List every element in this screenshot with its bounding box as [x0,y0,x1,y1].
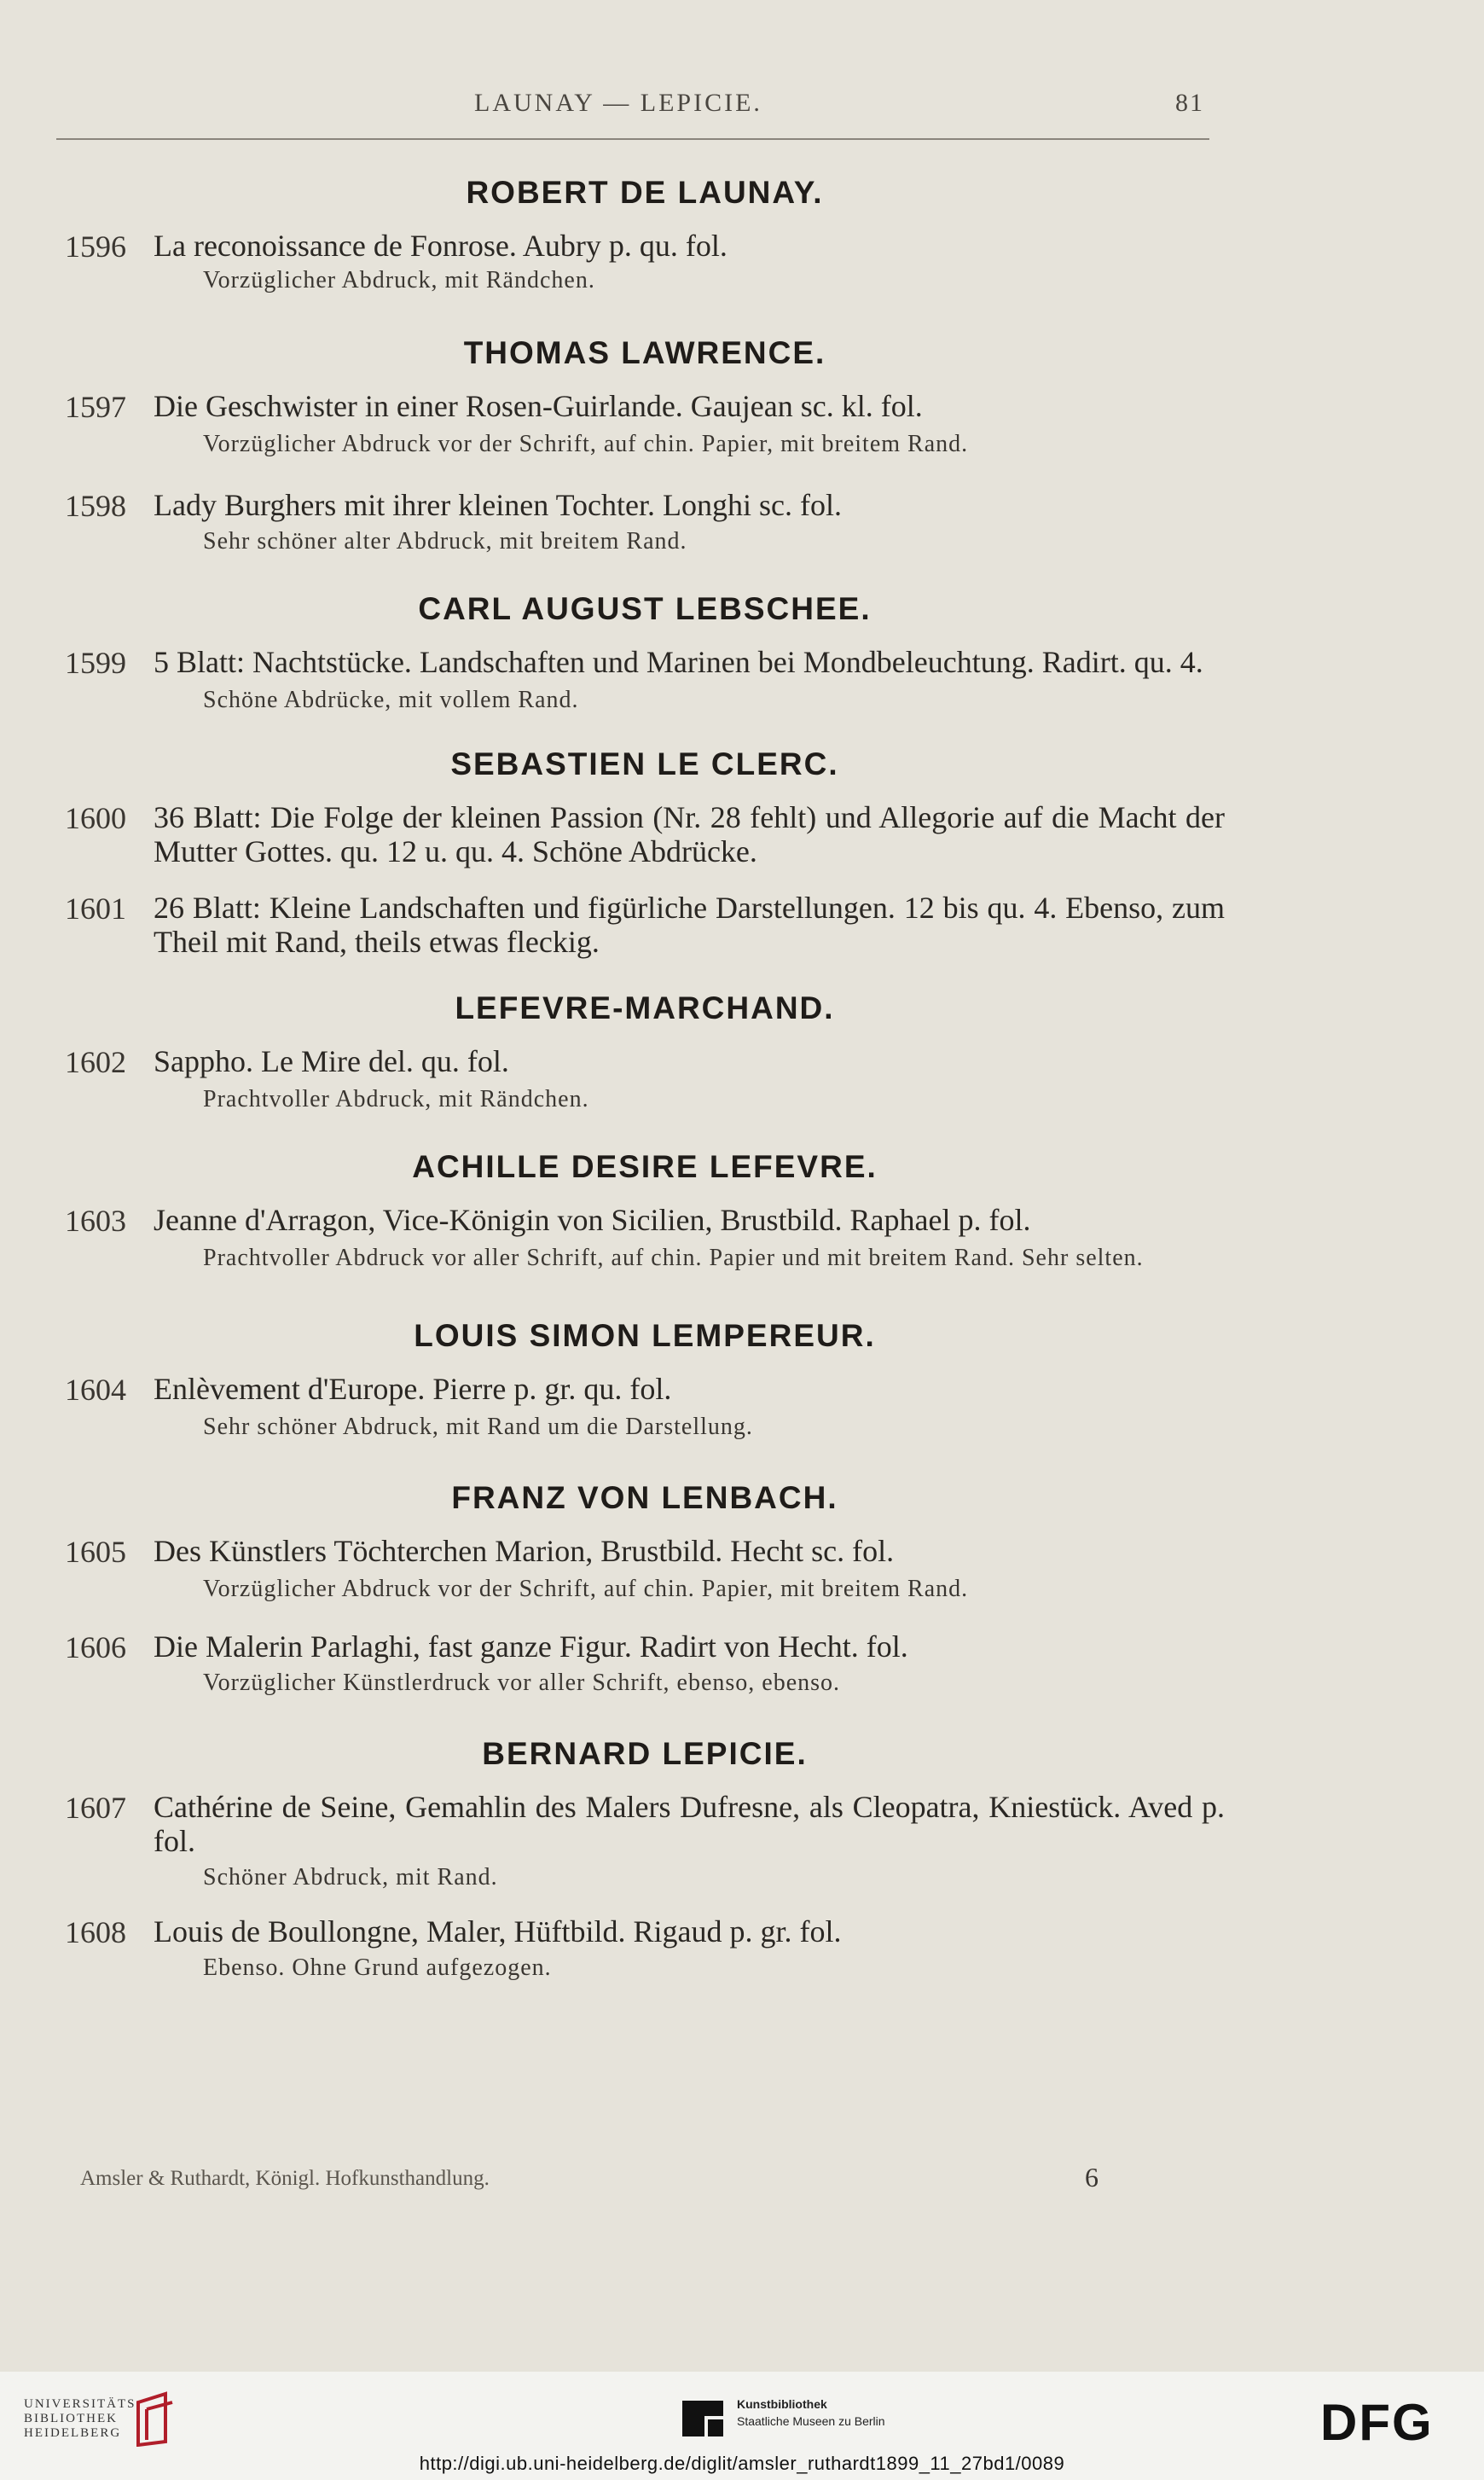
entry-title: Des Künstlers Töchterchen Marion, Brustbild. Hecht sc. fol. [154,1534,895,1568]
entry-note: Vorzüglicher Abdruck vor der Schrift, auf chin. Papier, mit breitem Rand. [203,1576,969,1602]
artist-heading: THOMAS LAWRENCE. [463,335,826,370]
entry-title: 5 Blatt: Nachtstücke. Landschaften und Marinen bei Mondbeleuchtung. Radirt. qu. 4. [154,645,1203,679]
entry-number: 1601 [65,892,126,926]
entry-number: 1597 [65,390,126,424]
artist-heading: FRANZ VON LENBACH. [451,1480,838,1515]
entry-title: 26 Blatt: Kleine Landschaften und figürliche Darstellungen. 12 bis qu. 4. Ebenso, zum Theil mit Rand, theils etwas fleckig. [154,891,1225,959]
kunstbibliothek-label [737,2396,885,2430]
entry-number: 1604 [65,1373,126,1407]
artist-heading: ROBERT DE LAUNAY. [466,175,824,210]
entry-number: 1608 [65,1915,126,1949]
entry-note: Vorzüglicher Abdruck, mit Rändchen. [203,267,595,293]
artist-heading: SEBASTIEN LE CLERC. [450,746,839,781]
entry-number: 1596 [65,229,126,264]
catalog-content [65,169,1225,1983]
entry-title: Cathérine de Seine, Gemahlin des Malers Dufresne, als Cleopatra, Kniestück. Aved p. fol. [154,1790,1225,1858]
uni-line: BIBLIOTHEK [24,2412,118,2425]
permalink-url[interactable]: http://digi.ub.uni-heidelberg.de/diglit/amsler_ruthardt1899_11_27bd1/0089 [419,2453,1065,2474]
signature-mark: 6 [1085,2162,1099,2193]
catalog-entry [65,1629,1225,1698]
catalog-entry [65,229,1225,295]
entry-number: 1600 [65,801,126,835]
kunstbibliothek-logo-icon [679,2397,727,2440]
entry-note: Schöner Abdruck, mit Rand. [203,1864,498,1890]
entry-title: La reconoissance de Fonrose. Aubry p. qu. fol. [154,229,728,263]
entry-title: 36 Blatt: Die Folge der kleinen Passion (Nr. 28 fehlt) und Allegorie auf die Macht der Mutter Gottes. qu. 12 u. qu. 4. Schöne Abdrücke. [154,800,1225,868]
kb-subtitle: Staatliche Museen zu Berlin [737,2414,885,2428]
entry-note: Prachtvoller Abdruck vor aller Schrift, auf chin. Papier und mit breitem Rand. Sehr selten. [203,1245,1144,1271]
entry-number: 1598 [65,489,126,523]
catalog-entry [65,645,1225,715]
kb-title: Kunstbibliothek [737,2397,827,2411]
entry-title: Die Geschwister in einer Rosen-Guirlande. Gaujean sc. kl. fol. [154,389,923,423]
catalog-entry [65,1372,1225,1442]
entry-number: 1607 [65,1791,126,1825]
entry-title: Louis de Boullongne, Maler, Hüftbild. Rigaud p. gr. fol. [154,1914,842,1949]
entry-title: Die Malerin Parlaghi, fast ganze Figur. Radirt von Hecht. fol. [154,1629,908,1664]
entry-note: Sehr schöner alter Abdruck, mit breitem Rand. [203,528,687,555]
entry-note: Sehr schöner Abdruck, mit Rand um die Darstellung. [203,1414,753,1440]
entry-title: Sappho. Le Mire del. qu. fol. [154,1044,509,1078]
catalog-entry [65,1203,1225,1273]
entry-number: 1602 [65,1045,126,1079]
running-head-title: LAUNAY — LEPICIE. [474,89,762,117]
artist-heading: BERNARD LEPICIE. [482,1736,808,1771]
entry-number: 1606 [65,1630,126,1664]
page-number: 81 [1175,89,1204,117]
artist-heading: LOUIS SIMON LEMPEREUR. [414,1318,876,1353]
entry-note: Vorzüglicher Abdruck vor der Schrift, auf chin. Papier, mit breitem Rand. [203,431,969,457]
entry-note: Prachtvoller Abdruck, mit Rändchen. [203,1086,589,1112]
catalog-entry [65,1914,1225,1983]
artist-heading: LEFEVRE-MARCHAND. [455,990,835,1025]
entry-number: 1605 [65,1535,126,1569]
entry-note: Schöne Abdrücke, mit vollem Rand. [203,687,579,713]
entry-number: 1603 [65,1204,126,1238]
catalog-entry [65,800,1225,868]
artist-heading: CARL AUGUST LEBSCHEE. [418,591,872,626]
catalog-entry [65,891,1225,959]
entry-title: Lady Burghers mit ihrer kleinen Tochter. Longhi sc. fol. [154,488,842,522]
entry-title: Enlèvement d'Europe. Pierre p. gr. qu. fol. [154,1372,672,1406]
entry-number: 1599 [65,646,126,680]
university-library-label [24,2397,142,2441]
page-footer [80,2162,1155,2201]
uni-line: UNIVERSITÄTS- [24,2397,142,2411]
uni-line: HEIDELBERG [24,2426,122,2440]
artist-heading: ACHILLE DESIRE LEFEVRE. [412,1149,878,1184]
header-rule [56,138,1209,140]
catalog-entry [65,389,1225,459]
catalog-entry [65,1790,1225,1892]
entry-title: Jeanne d'Arragon, Vice-Königin von Sicilien, Brustbild. Raphael p. fol. [154,1203,1031,1237]
entry-note: Ebenso. Ohne Grund aufgezogen. [203,1954,552,1981]
catalog-entry [65,1044,1225,1114]
dfg-logo: DFG [1320,2394,1434,2451]
university-logo-icon [131,2390,179,2447]
running-head [0,89,1484,123]
publisher-imprint: Amsler & Ruthardt, Königl. Hofkunsthandlung. [80,2167,490,2190]
digitization-bar [0,2372,1484,2480]
entry-note: Vorzüglicher Künstlerdruck vor aller Schrift, ebenso, ebenso. [203,1670,841,1696]
catalog-entry [65,488,1225,556]
catalog-entry [65,1534,1225,1604]
